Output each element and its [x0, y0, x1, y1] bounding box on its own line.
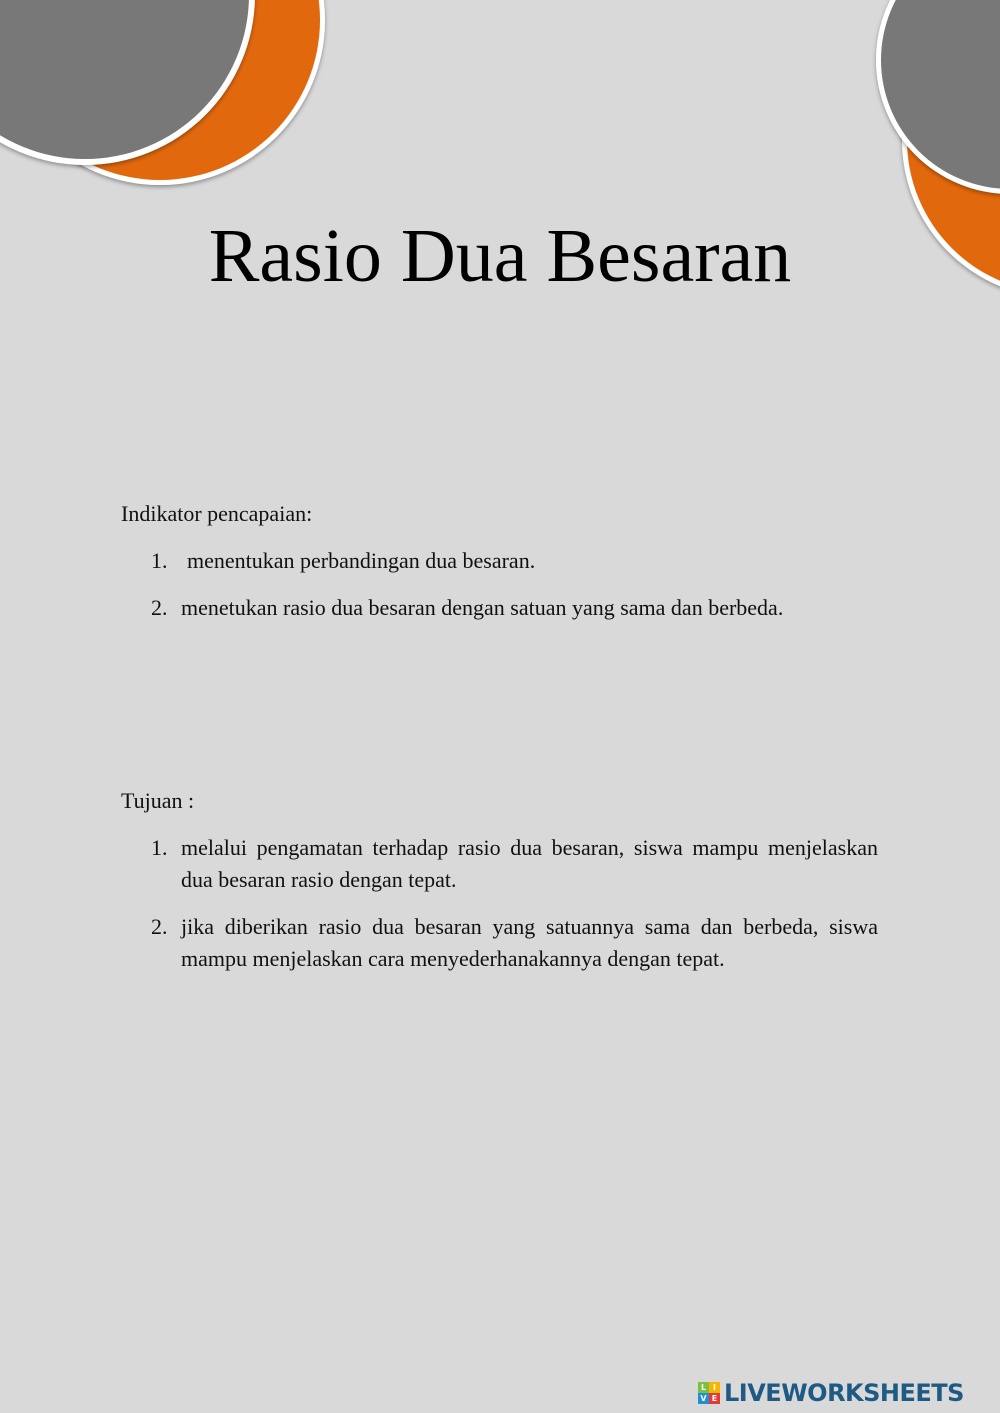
logo-text: LIVEWORKSHEETS [724, 1379, 964, 1407]
indikator-section [121, 498, 878, 624]
list-item [121, 592, 878, 624]
list-item-number: 1. [151, 548, 168, 573]
list-item-number: 1. [151, 835, 168, 860]
top-left-gray-circle [0, 0, 255, 165]
list-item-text: menentukan perbandingan dua besaran. [187, 548, 536, 573]
page-title: Rasio Dua Besaran [208, 214, 792, 298]
top-left-orange-circle [0, 0, 325, 185]
list-item-number: 2. [151, 595, 168, 620]
list-item [121, 911, 878, 975]
list-item [121, 832, 878, 896]
tujuan-section [121, 785, 878, 975]
list-item-number: 2. [151, 914, 168, 939]
list-item [121, 545, 878, 577]
list-item-text: jika diberikan rasio dua besaran yang satuannya sama dan berbeda, siswa mampu menjelaskan cara menyederhanakannya dengan tepat. [181, 914, 878, 971]
indikator-heading: Indikator pencapaian: [121, 501, 313, 526]
list-item-text: menetukan rasio dua besaran dengan satuan yang sama dan berbeda. [181, 595, 784, 620]
liveworksheets-logo-icon: L I V E [698, 1382, 720, 1404]
indikator-list [121, 545, 878, 624]
tujuan-heading: Tujuan : [121, 788, 195, 813]
tujuan-list [121, 832, 878, 975]
top-right-gray-circle [876, 0, 1000, 194]
list-item-text: melalui pengamatan terhadap rasio dua besaran, siswa mampu menjelaskan dua besaran rasio dengan tepat. [181, 835, 878, 892]
liveworksheets-logo[interactable] [698, 1378, 964, 1408]
